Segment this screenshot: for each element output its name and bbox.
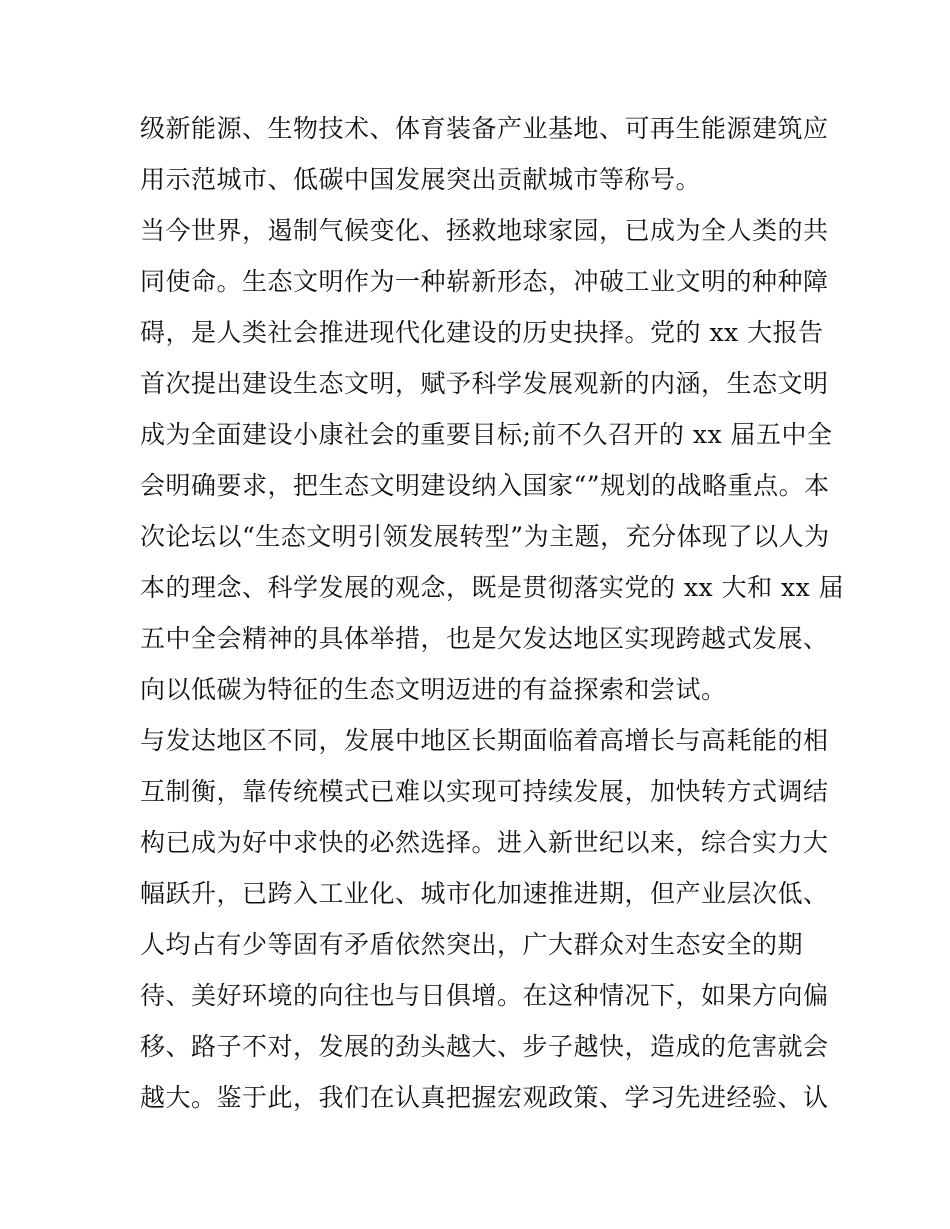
text-line: 构已成为好中求快的必然选择。进入新世纪以来，综合实力大 (140, 828, 829, 857)
text-line: 同使命。生态文明作为一种崭新形态，冲破工业文明的种种障 (140, 267, 829, 296)
text-line: 碍，是人类社会推进现代化建设的历史抉择。党的 xx 大报告 (140, 318, 824, 347)
text-line: 待、美好环境的向往也与日俱增。在这种情况下，如果方向偏 (140, 981, 829, 1010)
text-line: 会明确要求，把生态文明建设纳入国家“”规划的战略重点。本 (140, 471, 830, 500)
text-line: 幅跃升，已跨入工业化、城市化加速推进期，但产业层次低、 (140, 879, 829, 908)
text-line: 与发达地区不同，发展中地区长期面临着高增长与高耗能的相 (140, 726, 829, 755)
document-body-text (140, 103, 845, 1123)
text-line: 当今世界，遏制气候变化、拯救地球家园，已成为全人类的共 (140, 216, 829, 245)
text-line: 越大。鉴于此，我们在认真把握宏观政策、学习先进经验、认 (140, 1083, 829, 1112)
text-line: 向以低碳为特征的生态文明迈进的有益探索和尝试。 (140, 675, 727, 704)
text-line: 用示范城市、低碳中国发展突出贡献城市等称号。 (140, 165, 702, 194)
text-line: 次论坛以“生态文明引领发展转型”为主题，充分体现了以人为 (140, 522, 830, 551)
text-line: 首次提出建设生态文明，赋予科学发展观新的内涵，生态文明 (140, 369, 829, 398)
text-line: 移、路子不对，发展的劲头越大、步子越快，造成的危害就会 (140, 1032, 829, 1061)
text-line: 互制衡，靠传统模式已难以实现可持续发展，加快转方式调结 (140, 777, 829, 806)
text-line: 成为全面建设小康社会的重要目标;前不久召开的 xx 届五中全 (140, 420, 833, 449)
text-line: 五中全会精神的具体举措，也是欠发达地区实现跨越式发展、 (140, 624, 829, 653)
text-line: 人均占有少等固有矛盾依然突出，广大群众对生态安全的期 (140, 930, 804, 959)
text-line: 本的理念、科学发展的观念，既是贯彻落实党的 xx 大和 xx 届 (140, 573, 845, 602)
text-line: 级新能源、生物技术、体育装备产业基地、可再生能源建筑应 (140, 114, 829, 143)
